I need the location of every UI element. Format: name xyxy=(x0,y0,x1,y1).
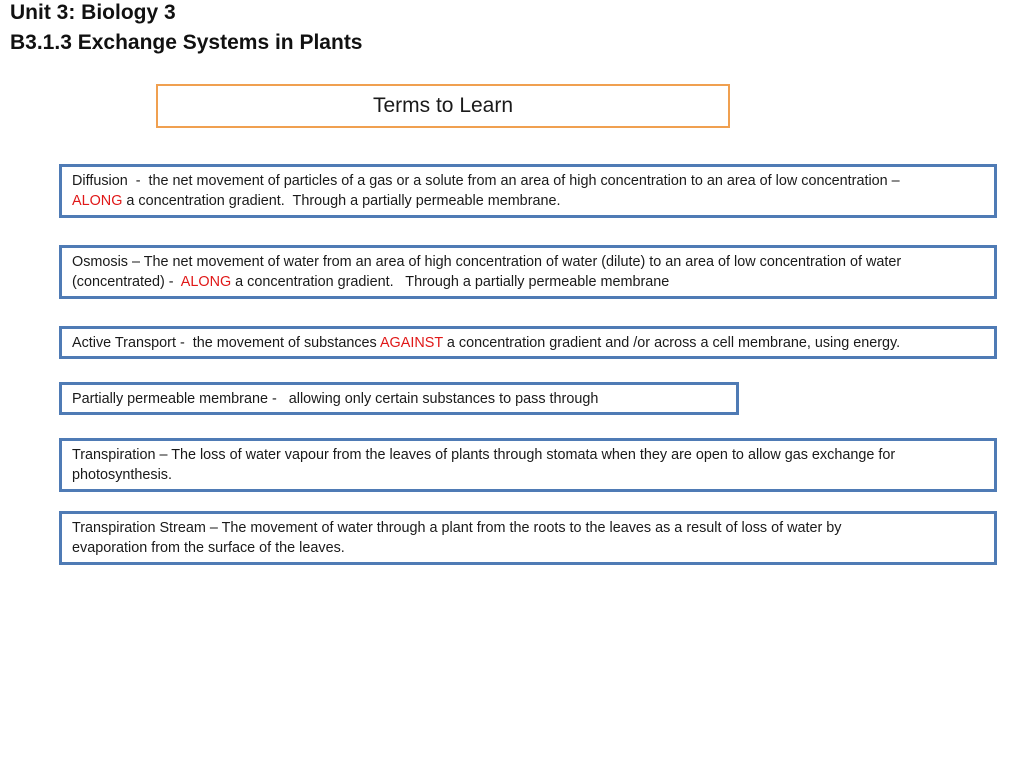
term-osmosis-line-2-rest: a concentration gradient. Through a partially permeable membrane xyxy=(231,274,670,290)
term-osmosis xyxy=(59,245,997,299)
term-transpiration xyxy=(59,438,997,492)
term-diffusion xyxy=(59,164,997,218)
term-partially-permeable-membrane xyxy=(59,382,739,415)
unit-title: Unit 3: Biology 3 xyxy=(10,1,176,24)
term-active-transport-highlight: AGAINST xyxy=(379,335,443,351)
term-diffusion-highlight: ALONG xyxy=(72,193,123,209)
topic-title: B3.1.3 Exchange Systems in Plants xyxy=(10,31,363,54)
term-transpiration-line-2: photosynthesis. xyxy=(72,467,172,483)
term-osmosis-line-1: Osmosis – The net movement of water from an area of high concentration of water (dilute) to an area of low concentration of water xyxy=(72,254,902,270)
term-active-transport-start: Active Transport - the movement of substances xyxy=(72,335,380,351)
terms-to-learn-heading xyxy=(156,84,730,128)
term-transpiration-stream xyxy=(59,511,997,565)
term-diffusion-line-1: Diffusion - the net movement of particles of a gas or a solute from an area of high concentration to an area of low concentration – xyxy=(72,173,900,189)
term-transpiration-line-1: Transpiration – The loss of water vapour from the leaves of plants through stomata when they are open to allow gas exchange for xyxy=(72,447,896,463)
terms-to-learn-label: Terms to Learn xyxy=(372,94,514,117)
term-partially-permeable-membrane-text: Partially permeable membrane - allowing only certain substances to pass through xyxy=(72,391,599,407)
term-osmosis-highlight: ALONG xyxy=(180,274,232,290)
term-diffusion-line-2-rest: a concentration gradient. Through a partially permeable membrane. xyxy=(122,193,561,209)
term-active-transport-text xyxy=(72,333,982,353)
term-diffusion-line-2 xyxy=(72,191,982,211)
term-active-transport xyxy=(59,326,997,359)
term-osmosis-line-2-start: (concentrated) - xyxy=(72,274,181,290)
term-transpiration-stream-line-1: Transpiration Stream – The movement of water through a plant from the roots to the leaves as a result of loss of water by xyxy=(72,520,842,536)
term-osmosis-line-2 xyxy=(72,272,982,292)
term-active-transport-rest: a concentration gradient and /or across a cell membrane, using energy. xyxy=(442,335,901,351)
term-transpiration-stream-line-2: evaporation from the surface of the leaves. xyxy=(72,540,345,556)
